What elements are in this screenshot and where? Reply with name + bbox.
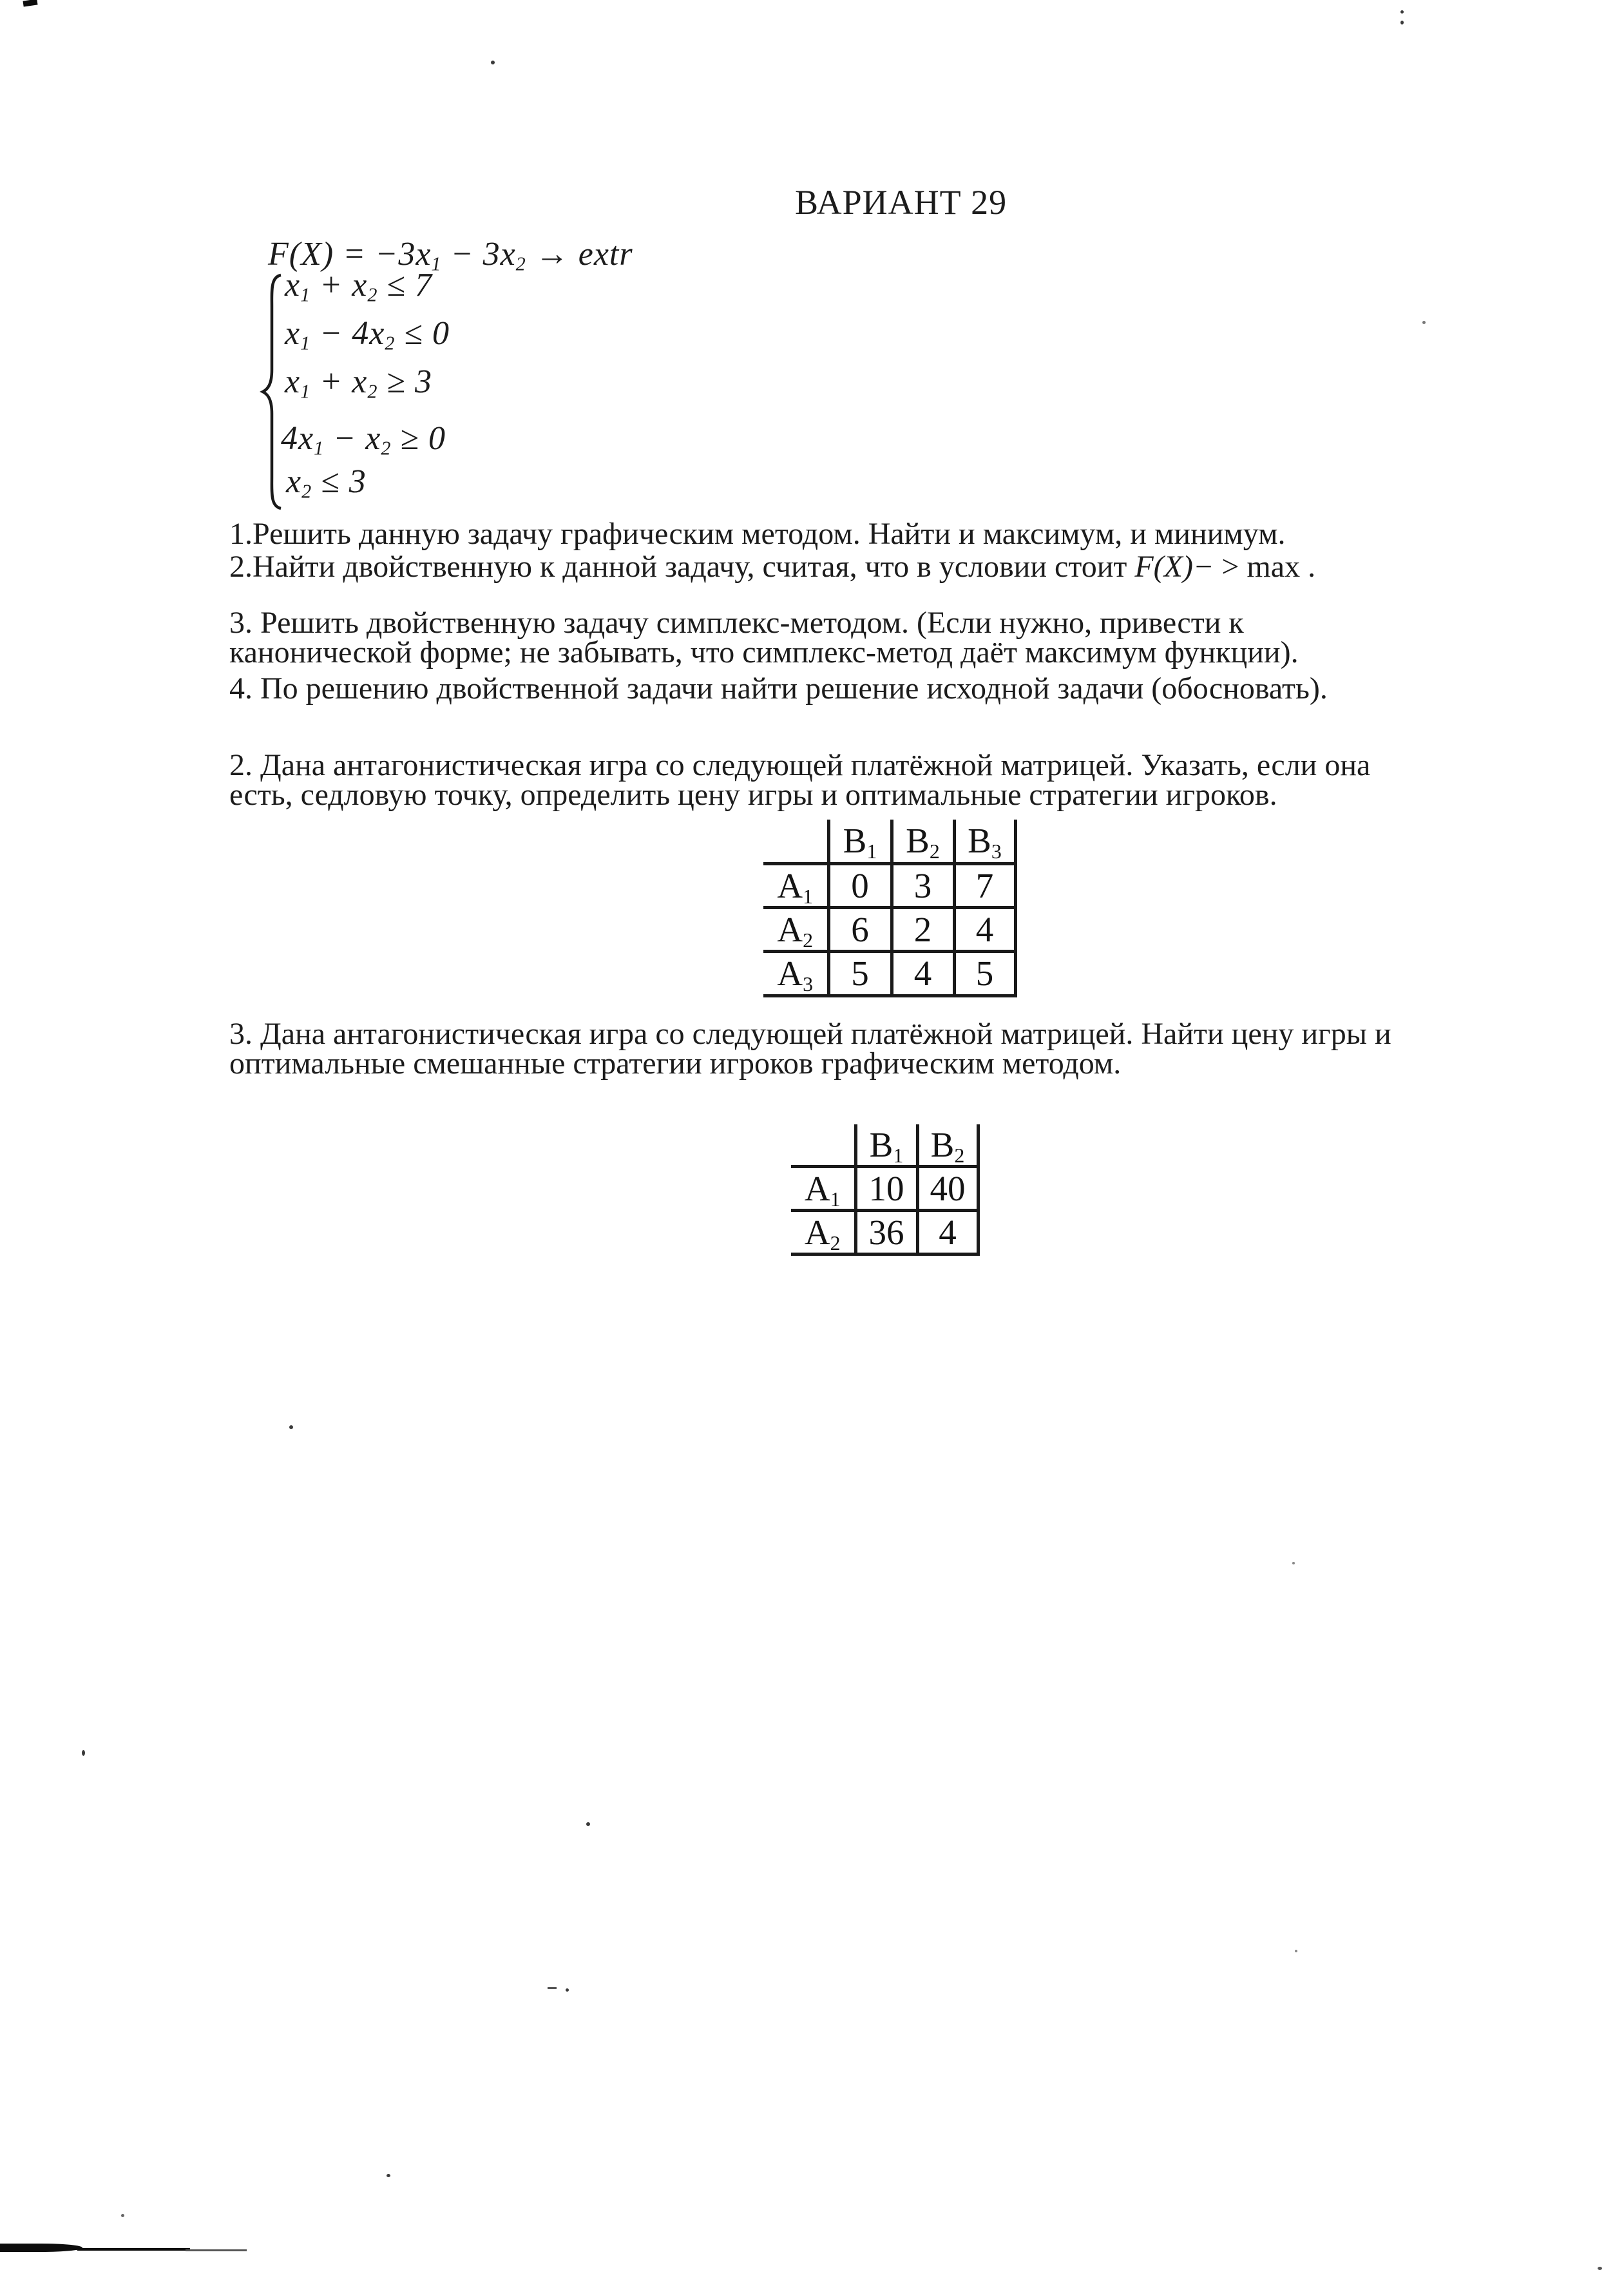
scan-artifact [289,1425,293,1429]
matrix2-cell: 10 [855,1167,917,1211]
matrix2-col-header: $B_2$ [917,1124,978,1167]
matrix1-row-header: $A_3$ [763,951,828,995]
constraint-line: $x_1 + x_2 \ge 3$ [285,363,432,403]
constraint-line: $4x_1 - x_2 \ge 0$ [281,420,446,459]
task-line: канонической форме; не забывать, что симплекс-метод даёт максимум функции). [229,635,1299,669]
game1-task-line: есть, седловую точку, определить цену игры и оптимальные стратегии игроков. [229,778,1277,812]
game1-task-line: 2. Дана антагонистическая игра со следующей платёжной матрицей. Указать, если она [229,748,1371,782]
scan-artifact [586,1822,590,1826]
constraint-line: $x_1 + x_2 \le 7$ [285,267,432,306]
scan-artifact [1598,2267,1602,2270]
matrix1-cell: 2 [892,907,954,951]
game2-task-line: оптимальные смешанные стратегии игроков графическим методом. [229,1046,1122,1081]
matrix1-cell: 4 [954,907,1015,951]
payoff-matrix-1 [763,820,1017,997]
matrix1-row-header: $A_2$ [763,907,828,951]
scan-streak [186,2249,247,2251]
matrix1-row-header: $A_1$ [763,863,828,907]
matrix1-cell: 3 [892,863,954,907]
task-line: 1.Решить данную задачу графическим методом. Найти и максимум, и минимум. [229,517,1286,551]
matrix2-cell: 4 [917,1211,978,1255]
scan-artifact [121,2214,124,2217]
matrix1-col-header: $B_2$ [892,820,954,863]
scan-artifact [1292,1562,1295,1564]
matrix1-cell: 0 [828,863,892,907]
matrix1-col-header: $B_1$ [828,820,892,863]
scan-artifact [82,1750,85,1756]
matrix1-cell: 7 [954,863,1015,907]
matrix2-row-header: $A_2$ [791,1211,855,1255]
matrix2-row-header: $A_1$ [791,1167,855,1211]
matrix1-corner-cell [763,820,828,863]
scan-artifact [1295,1950,1297,1952]
matrix1-cell: 5 [828,951,892,995]
matrix1-cell: 4 [892,951,954,995]
task-line: 4. По решению двойственной задачи найти решение исходной задачи (обосновать). [229,671,1328,706]
scan-artifact [1422,321,1426,324]
matrix2-col-header: $B_1$ [855,1124,917,1167]
scan-streak [77,2248,190,2251]
task-line: 3. Решить двойственную задачу симплекс-методом. (Если нужно, привести к [229,606,1244,640]
variant-title: ВАРИАНТ 29 [795,183,1008,222]
system-brace [259,273,287,510]
payoff-matrix-2 [791,1124,980,1256]
constraint-line: $x_2 \le 3$ [286,463,367,503]
scan-artifact [566,1988,569,1992]
matrix2-corner-cell [791,1124,855,1167]
matrix2-cell: 36 [855,1211,917,1255]
scan-artifact [491,61,495,64]
matrix1-col-header: $B_3$ [954,820,1015,863]
task-line: 2.Найти двойственную к данной задачу, считая, что в условии стоит F(X)− > max . [229,550,1316,584]
scan-artifact [1400,21,1404,24]
scan-artifact [1400,10,1404,14]
matrix1-cell: 5 [954,951,1015,995]
scan-artifact [548,1987,557,1989]
scan-artifact [23,0,37,6]
game2-task-line: 3. Дана антагонистическая игра со следующей платёжной матрицей. Найти цену игры и [229,1017,1391,1051]
constraint-line: $x_1 - 4x_2 \le 0$ [285,315,450,354]
scan-streak [0,2244,82,2252]
matrix2-cell: 40 [917,1167,978,1211]
matrix1-cell: 6 [828,907,892,951]
scan-artifact [387,2174,390,2177]
objective-function: $F(X) = -3x_1 - 3x_2$ → extr [268,236,633,275]
